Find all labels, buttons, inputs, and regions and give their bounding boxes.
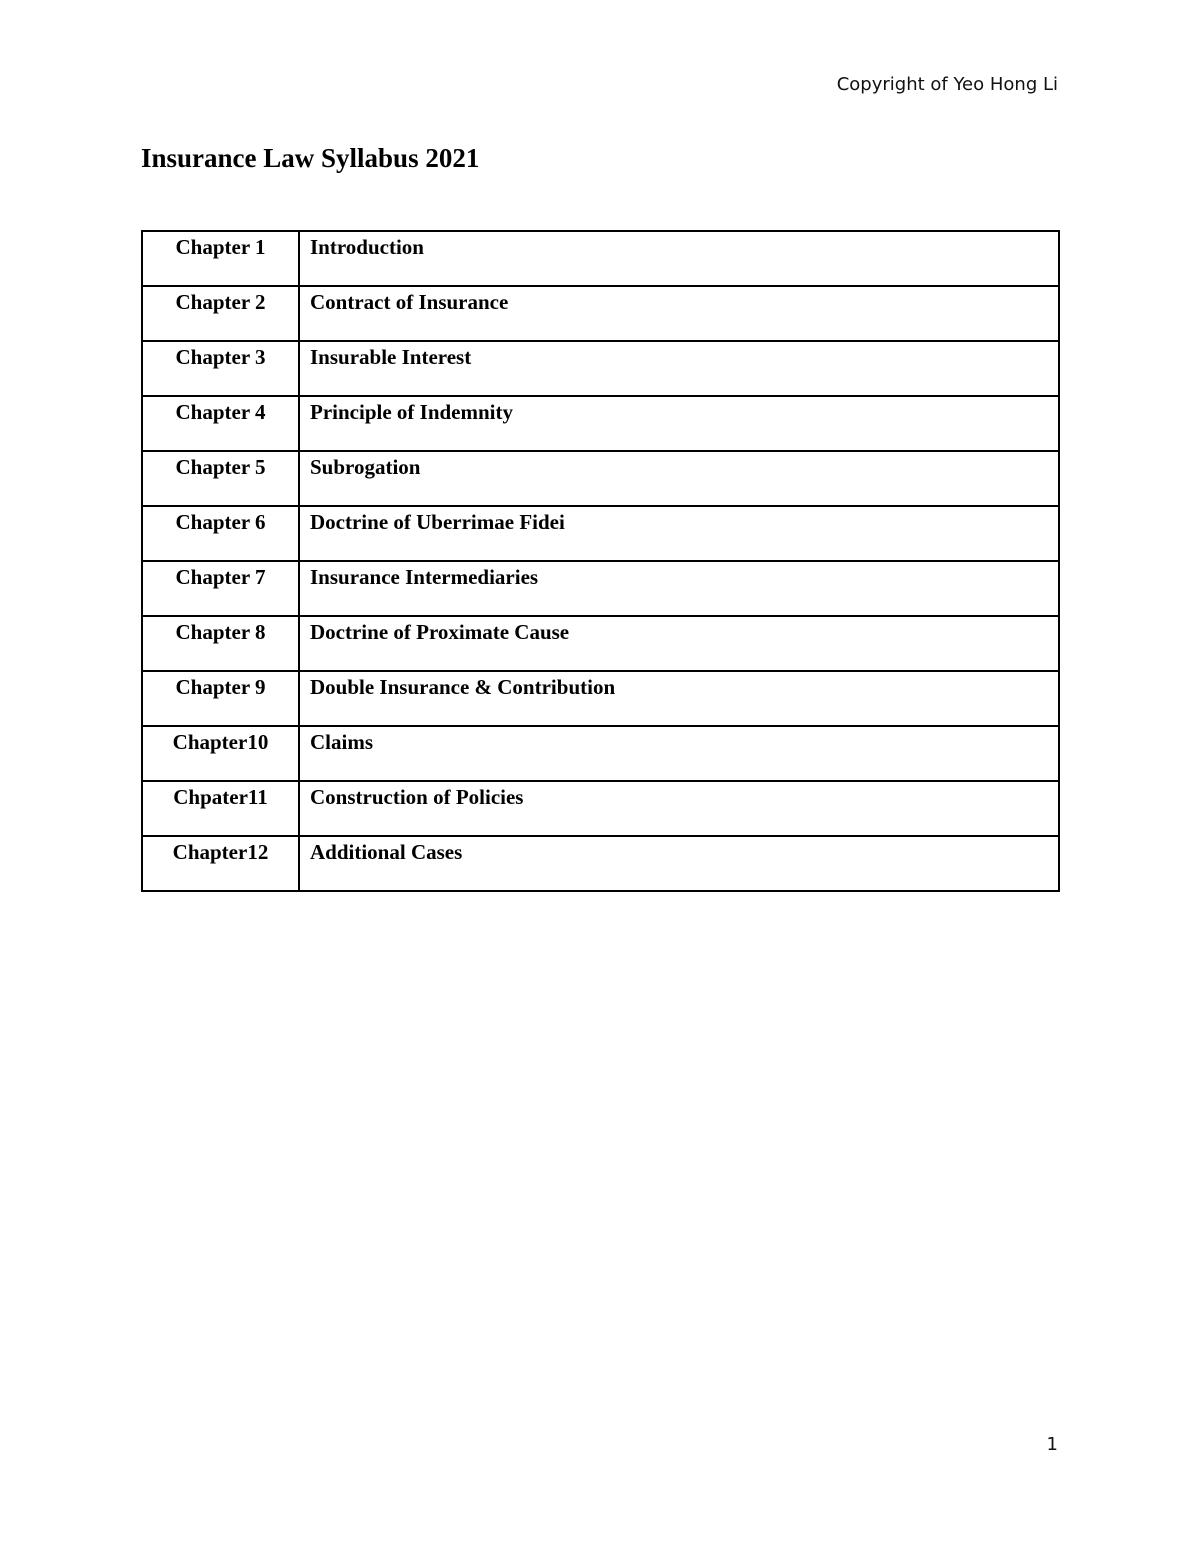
chapter-label: Chapter 7 — [142, 561, 299, 616]
chapter-label: Chapter 8 — [142, 616, 299, 671]
document-title: Insurance Law Syllabus 2021 — [141, 143, 480, 173]
chapter-label: Chapter 6 — [142, 506, 299, 561]
chapter-label: Chpater11 — [142, 781, 299, 836]
chapter-topic: Doctrine of Uberrimae Fidei — [299, 506, 1059, 561]
table-row — [142, 671, 1059, 726]
table-row — [142, 286, 1059, 341]
chapter-topic: Insurable Interest — [299, 341, 1059, 396]
table-row — [142, 561, 1059, 616]
table-row — [142, 451, 1059, 506]
chapter-topic: Construction of Policies — [299, 781, 1059, 836]
chapter-label: Chapter 2 — [142, 286, 299, 341]
table-row — [142, 781, 1059, 836]
chapter-topic: Doctrine of Proximate Cause — [299, 616, 1059, 671]
syllabus-table — [141, 230, 1060, 892]
table-row — [142, 231, 1059, 286]
chapter-topic: Subrogation — [299, 451, 1059, 506]
table-row — [142, 836, 1059, 891]
table-row — [142, 726, 1059, 781]
page-number: 1 — [1046, 1434, 1058, 1455]
chapter-label: Chapter 5 — [142, 451, 299, 506]
chapter-topic: Introduction — [299, 231, 1059, 286]
header-copyright: Copyright of Yeo Hong Li — [836, 74, 1058, 95]
chapter-topic: Principle of Indemnity — [299, 396, 1059, 451]
table-row — [142, 616, 1059, 671]
chapter-label: Chapter 3 — [142, 341, 299, 396]
table-row — [142, 341, 1059, 396]
chapter-topic: Claims — [299, 726, 1059, 781]
chapter-topic: Insurance Intermediaries — [299, 561, 1059, 616]
chapter-topic: Contract of Insurance — [299, 286, 1059, 341]
chapter-topic: Additional Cases — [299, 836, 1059, 891]
table-row — [142, 506, 1059, 561]
chapter-label: Chapter 4 — [142, 396, 299, 451]
chapter-label: Chapter 1 — [142, 231, 299, 286]
chapter-label: Chapter10 — [142, 726, 299, 781]
chapter-label: Chapter 9 — [142, 671, 299, 726]
chapter-topic: Double Insurance & Contribution — [299, 671, 1059, 726]
table-row — [142, 396, 1059, 451]
chapter-label: Chapter12 — [142, 836, 299, 891]
